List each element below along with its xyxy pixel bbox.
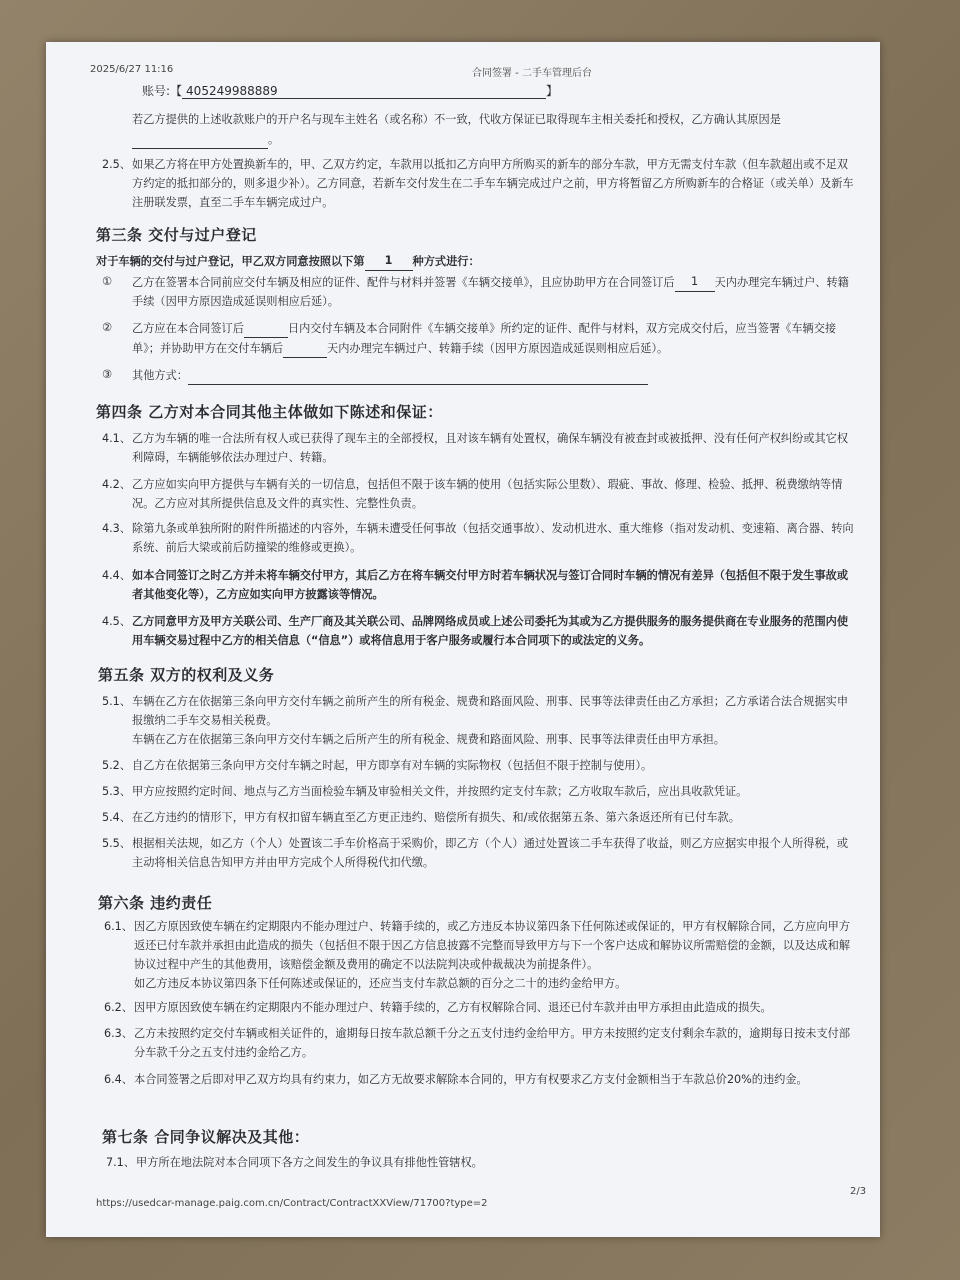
account-bracket-close: 】 <box>546 84 559 98</box>
clause-number: 6.2、 <box>104 1001 133 1014</box>
clause-4-1: 乙方为车辆的唯一合法所有权人或已获得了现车主的全部授权，且对该车辆有处置权，确保车辆没有被查封或被抵押、没有任何产权纠纷或其它权利障碍，车辆能够依法办理过户、转籍。 <box>132 432 849 464</box>
option-1 <box>132 272 856 311</box>
clause-5-3: 甲方应按照约定时间、地点与乙方当面检验车辆及审验相关文件，并按照约定支付车款；乙方收取车款后，应出具收款凭证。 <box>132 785 748 798</box>
clause-7-1: 甲方所在地法院对本合同项下各方之间发生的争议具有排他性管辖权。 <box>136 1156 483 1169</box>
clause-6-2: 因甲方原因致使车辆在约定期限内不能办理过户、转籍手续的，乙方有权解除合同、退还已付车款并由甲方承担由此造成的损失。 <box>134 1001 772 1014</box>
clause-4-3: 除第九条或单独所附的附件所描述的内容外，车辆未遭受任何事故（包括交通事故）、发动机进水、重大维修（指对发动机、变速箱、离合器、转向系统、前后大梁或前后防撞梁的维修或更换）。 <box>132 522 854 554</box>
clause-number: 4.1、 <box>102 432 131 445</box>
clause-4-5: 乙方同意甲方及甲方关联公司、生产厂商及其关联公司、品牌网络成员或上述公司委托为其或为乙方提供服务的服务提供商在专业服务的范围内使用车辆交易过程中乙方的相关信息（“信息”）或将信息用于客户服务或履行本合同项下的或法定的义务。 <box>132 615 849 647</box>
section-5-title: 第五条 双方的权利及义务 <box>98 666 275 684</box>
contract-page <box>46 42 880 1237</box>
option-1-text-a: 乙方在签署本合同前应交付车辆及相应的证件、配件与材料并签署《车辆交接单》，且应协助甲方在合同签订后 <box>132 276 675 289</box>
print-page-title: 合同签署 - 二手车管理后台 <box>472 68 592 79</box>
clause-6-1 <box>134 917 856 993</box>
section-4-title: 第四条 乙方对本合同其他主体做如下陈述和保证： <box>96 403 443 421</box>
clause-number: 2.5、 <box>102 158 131 171</box>
clause-5-1-text-2: 车辆在乙方在依据第三条向甲方交付车辆之后所产生的所有税金、规费和路面风险、刑事、民事等法律责任由甲方承担。 <box>132 733 725 746</box>
option-3-marker: ③ <box>102 368 113 381</box>
option-3-text: 其他方式： <box>132 369 188 382</box>
section-7-title: 第七条 合同争议解决及其他： <box>102 1128 310 1146</box>
option-1-days: 1 <box>675 272 715 292</box>
clause-number: 5.3、 <box>102 785 131 798</box>
option-2-days-blank <box>244 318 288 338</box>
page-content <box>46 42 880 1237</box>
option-2-transfer-blank <box>283 338 327 358</box>
clause-4-2: 乙方应如实向甲方提供与车辆有关的一切信息，包括但不限于该车辆的使用（包括实际公里数）、瑕疵、事故、修理、检验、抵押、税费缴纳等情况。乙方应对其所提供信息及文件的真实性、完整性负责。 <box>132 478 843 510</box>
clause-6-1-text-2: 如乙方违反本协议第四条下任何陈述或保证的，还应当支付车款总额的百分之二十的违约金给甲方。 <box>134 977 627 990</box>
account-label: 账号:【 <box>142 84 183 98</box>
clause-number: 6.1、 <box>104 920 133 933</box>
lead-text-a: 对于车辆的交付与过户登记，甲乙双方同意按照以下第 <box>96 255 365 268</box>
clause-number: 5.5、 <box>102 837 131 850</box>
account-line <box>142 82 558 99</box>
clause-number: 6.4、 <box>104 1073 133 1086</box>
delivery-method-choice: 1 <box>365 251 413 271</box>
option-1-text-b: 天内办理完车辆过户、转籍手续（因甲方原因造成延误则相应后延）。 <box>132 276 849 308</box>
intro-end: 。 <box>268 133 280 146</box>
intro-text: 若乙方提供的上述收款账户的开户名与现车主姓名（或名称）不一致，代收方保证已取得现车主相关委托和授权，乙方确认其原因是 <box>132 113 781 126</box>
clause-number: 6.3、 <box>104 1027 133 1040</box>
clause-4-4: 如本合同签订之时乙方并未将车辆交付甲方，其后乙方在将车辆交付甲方时若车辆状况与签订合同时车辆的情况有差异（包括但不限于发生事故或者其他变化等），乙方应如实向甲方披露该等情况。 <box>132 569 849 601</box>
section-6-title: 第六条 违约责任 <box>98 894 213 912</box>
clause-number: 4.5、 <box>102 615 131 628</box>
print-datetime: 2025/6/27 11:16 <box>90 64 174 75</box>
clause-6-4: 本合同签署之后即对甲乙双方均具有约束力，如乙方无故要求解除本合同的，甲方有权要求乙方支付金额相当于车款总价20%的违约金。 <box>134 1073 808 1086</box>
account-number <box>182 84 546 99</box>
reason-blank <box>132 129 268 149</box>
option-2-text-c: 天内办理完车辆过户、转籍手续（因甲方原因造成延误则相应后延）。 <box>327 342 669 355</box>
clause-number: 4.2、 <box>102 478 131 491</box>
clause-number: 5.4、 <box>102 811 131 824</box>
option-2 <box>132 318 856 358</box>
section-3-lead <box>96 251 480 271</box>
lead-text-b: 种方式进行： <box>412 255 480 268</box>
clause-5-5: 根据相关法规，如乙方（个人）处置该二手车价格高于采购价，即乙方（个人）通过处置该二手车获得了收益，则乙方应据实申报个人所得税，或主动将相关信息告知甲方并由甲方完成个人所得税代扣代缴。 <box>132 837 849 869</box>
clause-5-1 <box>132 692 856 749</box>
option-2-text-a: 乙方应在本合同签订后 <box>132 322 244 335</box>
clause-5-4: 在乙方违约的情形下，甲方有权扣留车辆直至乙方更正违约、赔偿所有损失、和/或依据第五条、第六条返还所有已付车款。 <box>132 811 740 824</box>
account-number-value: 405249988889 <box>186 84 278 98</box>
clause-number: 4.4、 <box>102 569 131 582</box>
clause-6-3: 乙方未按照约定交付车辆或相关证件的，逾期每日按车款总额千分之五支付违约金给甲方。甲方未按照约定支付剩余车款的，逾期每日按未支付部分车款千分之五支付违约金给乙方。 <box>134 1027 851 1059</box>
clause-5-2: 自乙方在依据第三条向甲方交付车辆之时起，甲方即享有对车辆的实际物权（包括但不限于控制与使用）。 <box>132 759 653 772</box>
option-2-marker: ② <box>102 321 113 334</box>
clause-number: 4.3、 <box>102 522 131 535</box>
section-3-title: 第三条 交付与过户登记 <box>96 226 257 244</box>
clause-number: 5.2、 <box>102 759 131 772</box>
clause-number: 5.1、 <box>102 695 131 708</box>
clause-6-1-text: 因乙方原因致使车辆在约定期限内不能办理过户、转籍手续的，或乙方违反本协议第四条下任何陈述或保证的，甲方有权解除合同，乙方应向甲方返还已付车款并承担由此造成的损失（包括但不限于因乙方信息披露不完整而导致甲方与下一个客户达成和解协议所需赔偿的金额，以及达成和解协议过程中产生的其他费用，该赔偿金额及费用的确定不以法院判决或仲裁裁决为前提条件）。 <box>134 920 851 971</box>
option-2-text-b: 日内交付车辆及本合同附件《车辆交接单》所约定的证件、配件与材料，双方完成交付后，应当签署《车辆交接单》；并协助甲方在交付车辆后 <box>132 322 837 355</box>
print-url-link[interactable]: https://usedcar-manage.paig.com.cn/Contract/ContractXXView/71700?type=2 <box>96 1198 488 1209</box>
option-3 <box>132 365 856 385</box>
option-1-marker: ① <box>102 275 113 288</box>
clause-number: 7.1、 <box>106 1156 135 1169</box>
clause-2-5: 如果乙方将在甲方处置换新车的，甲、乙双方约定，车款用以抵扣乙方向甲方所购买的新车的部分车款，甲方无需支付车款（但车款超出或不足双方约定的抵扣部分的，则多退少补）。乙方同意，若新车交付发生在二手车车辆完成过户之前，甲方将暂留乙方所购新车的合格证（或关单）及新车注册联发票，直至二手车车辆完成过户。 <box>132 158 854 209</box>
other-method-blank <box>188 365 648 385</box>
clause-5-1-text: 车辆在乙方在依据第三条向甲方交付车辆之前所产生的所有税金、规费和路面风险、刑事、民事等法律责任由乙方承担；乙方承诺合法合规据实申报缴纳二手车交易相关税费。 <box>132 695 849 727</box>
intro-paragraph <box>132 110 852 149</box>
page-number: 2/3 <box>850 1186 867 1197</box>
